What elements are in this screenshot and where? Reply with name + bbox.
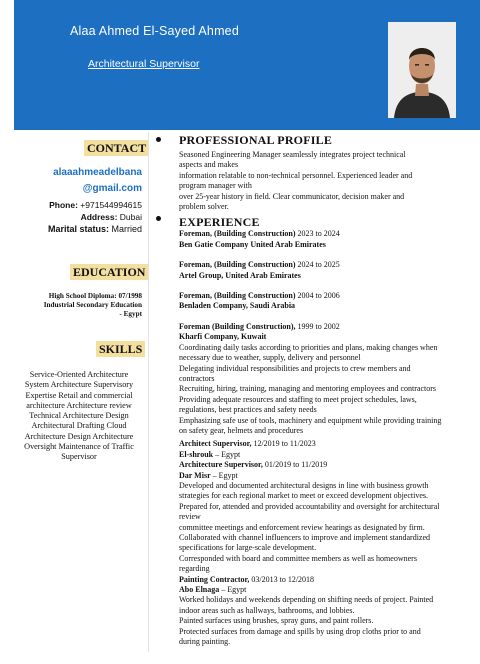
- job-dates: 1999 to 2002: [297, 321, 340, 331]
- marital-label: Marital status:: [47, 224, 109, 234]
- job-company: Abo Elnaga: [179, 585, 220, 595]
- skills-block: [14, 370, 144, 463]
- job-title: Architect Supervisor,: [179, 439, 252, 449]
- job-company: El-shrouk: [179, 449, 214, 459]
- header-banner: [14, 0, 480, 130]
- profile-line: Seasoned Engineering Manager seamlessly integrates project technical: [179, 150, 406, 159]
- skills-line: architecture Architecture review: [26, 400, 132, 410]
- candidate-role: Architectural Supervisor: [88, 58, 200, 70]
- job-title: Foreman, (Building Construction): [179, 291, 296, 301]
- skills-line: Architectural Drafting Cloud: [31, 421, 127, 431]
- phone-row: [49, 200, 142, 210]
- contact-heading: CONTACT: [84, 140, 149, 156]
- profile-line: over 25-year history in field. Clear communicator, decision maker and: [179, 191, 405, 201]
- job-line: Providing adequate resources and staffing to meet project schedules, laws,: [179, 394, 417, 404]
- column-divider: [148, 132, 149, 652]
- job-title: Foreman, (Building Construction): [179, 260, 296, 270]
- profile-line: information relatable to non-technical personnel. Experienced leader and: [179, 170, 413, 180]
- job-entry: [179, 460, 473, 574]
- job-line: necessary due to weather, supply, delivery and personnel: [179, 353, 361, 363]
- address-row: [81, 212, 142, 222]
- job-line: review: [179, 512, 201, 522]
- candidate-name: Alaa Ahmed El-Sayed Ahmed: [70, 24, 239, 38]
- job-title: Foreman, (Building Construction): [179, 229, 296, 239]
- job-place: – Egypt: [212, 470, 238, 480]
- job-line: contractors: [179, 373, 215, 383]
- address-value: Dubai: [119, 212, 142, 222]
- job-place: – Egypt: [221, 585, 247, 595]
- job-company: Artel Group, United Arab Emirates: [179, 270, 301, 280]
- job-dates: 01/2019 to 11/2019: [264, 460, 328, 470]
- marital-value: Married: [111, 224, 142, 234]
- skills-line: Supervisor: [61, 452, 97, 462]
- job-title: Painting Contractor,: [179, 574, 250, 584]
- education-block: [16, 292, 142, 319]
- address-label: Address:: [80, 212, 118, 222]
- job-line: Recruiting, hiring, training, managing and mentoring employees and contractors: [179, 384, 437, 394]
- timeline-bullet: [156, 137, 161, 142]
- job-company: Kharfi Company, Kuwait: [179, 332, 267, 342]
- job-line: Emphasizing safe use of tools, machinery and equipment while providing training: [179, 415, 442, 425]
- timeline-bullet: [156, 216, 161, 221]
- job-line: Painted surfaces using brushes, spray guns, and paint rollers.: [179, 616, 374, 626]
- marital-row: [48, 224, 142, 234]
- job-line: regarding: [179, 564, 210, 574]
- job-line: during painting.: [179, 637, 231, 647]
- job-line: Prepared for, attended and provided accountability and oversight for architectural: [179, 501, 440, 511]
- job-dates: 12/2019 to 11/2023: [253, 439, 316, 449]
- profile-line: problem solver.: [179, 202, 229, 212]
- job-dates: 2024 to 2025: [297, 260, 340, 270]
- skills-line: Architecture Design Architecture: [24, 431, 134, 441]
- job-title: Foreman (Building Construction),: [179, 321, 296, 331]
- job-line: regulations, best practices and safety needs: [179, 405, 317, 415]
- main-content: [179, 133, 473, 647]
- profile-heading: PROFESSIONAL PROFILE: [179, 133, 333, 147]
- job-line: Protected surfaces from damage and spills by using drop cloths prior to and: [179, 626, 421, 636]
- job-company: Benladen Company, Saudi Arabia: [179, 301, 296, 311]
- profile-line: program manager with: [179, 181, 252, 191]
- phone-label: Phone:: [49, 200, 78, 210]
- job-line: on safety gear, helmets and procedures: [179, 425, 304, 435]
- job-title: Architecture Supervisor,: [179, 460, 263, 470]
- job-entry: [179, 439, 473, 460]
- job-company: Ben Gatie Company United Arab Emirates: [179, 239, 326, 249]
- skills-line: Oversight Maintenance of Traffic: [24, 442, 134, 452]
- job-entry: [179, 229, 473, 250]
- job-entry: [179, 575, 473, 648]
- job-company: Dar Misr: [179, 470, 211, 480]
- job-dates: 2023 to 2024: [297, 229, 340, 239]
- job-line: Collaborated with channel influencers to improve and implement standardized: [179, 533, 431, 542]
- job-line: strategies for each regional market to meet or exceed development objectives.: [179, 491, 429, 501]
- job-line: Coordinating daily tasks according to priorities and plans, making changes when: [179, 342, 438, 352]
- job-line: Delegating individual responsibilities and projects to crew members and: [179, 363, 411, 373]
- education-line: - Egypt: [119, 310, 142, 318]
- job-entry: [179, 260, 473, 281]
- job-line: Developed and documented architectural designs in line with business growth: [179, 480, 429, 490]
- skills-line: Expertise Retail and commercial: [25, 390, 133, 400]
- left-sidebar: [14, 130, 146, 664]
- job-entry: [179, 322, 473, 436]
- job-line: committee meetings and enforcement review hearings as designated by firm.: [179, 522, 425, 532]
- skills-line: Service-Oriented Architecture: [29, 370, 129, 379]
- phone-value: +971544994615: [80, 200, 142, 210]
- job-dates: 03/2013 to 12/2018: [251, 574, 315, 584]
- email-line-2: @gmail.com: [82, 183, 142, 194]
- skills-line: Technical Architecture Design: [29, 411, 129, 421]
- skills-line: System Architecture Supervisory: [24, 380, 134, 390]
- job-place: – Egypt: [215, 449, 241, 459]
- job-entry: [179, 291, 473, 312]
- experience-heading: EXPERIENCE: [179, 215, 260, 230]
- education-heading: EDUCATION: [70, 264, 148, 280]
- profile-line: aspects and makes: [179, 160, 239, 170]
- job-line: Corresponded with board and committee members as well as homeowners: [179, 553, 417, 563]
- profile-photo: [388, 22, 456, 118]
- job-line: Worked holidays and weekends depending on shifting needs of project. Painted: [179, 595, 434, 605]
- job-line: specifications for large-scale development.: [179, 543, 317, 553]
- email-line-1: alaaahmeadelbana: [53, 167, 142, 178]
- skills-heading: SKILLS: [96, 341, 145, 357]
- education-line: Industrial Secondary Education: [43, 301, 142, 309]
- job-dates: 2004 to 2006: [297, 291, 340, 301]
- education-line: High School Diploma: 07/1998: [48, 292, 142, 300]
- job-line: indoor areas such as hallways, bathrooms, and lobbies.: [179, 605, 355, 615]
